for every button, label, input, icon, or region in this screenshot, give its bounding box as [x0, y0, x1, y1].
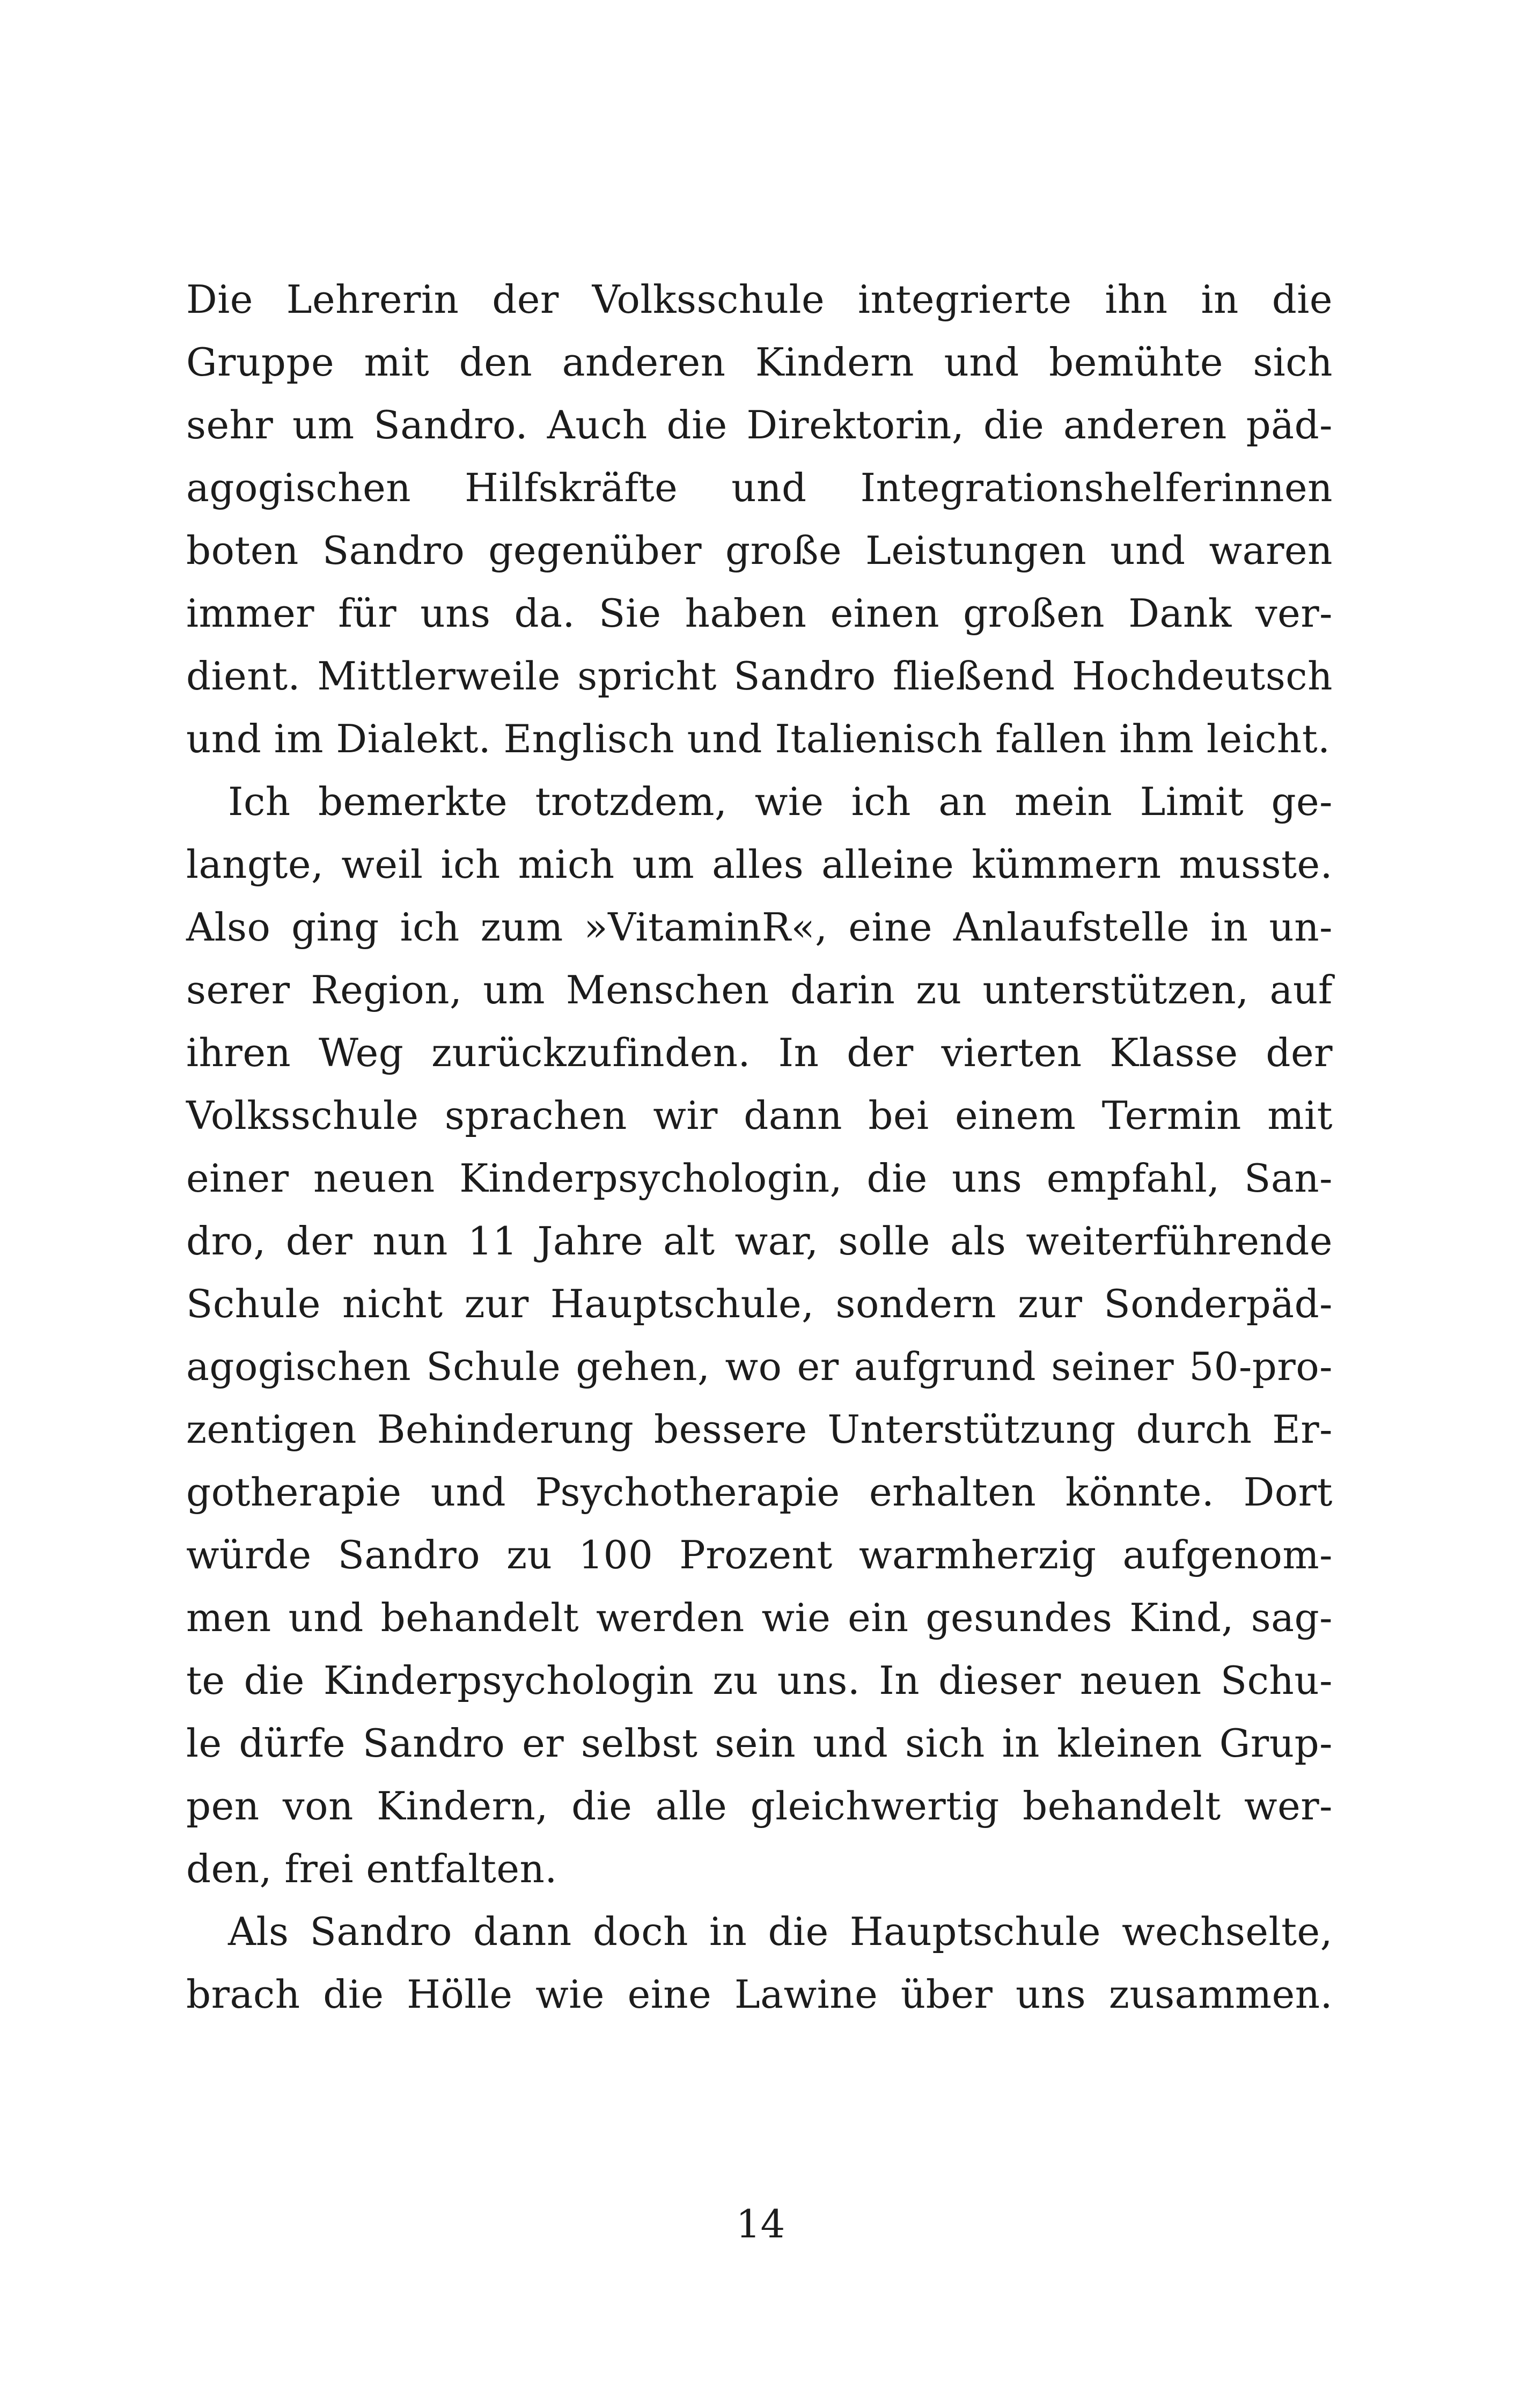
- page-number: 14: [736, 2201, 785, 2247]
- text-line: agogischen Hilfskräfte und Integrationshelferinnen: [186, 465, 1333, 510]
- text-line: langte, weil ich mich um alles alleine kümmern musste.: [186, 842, 1333, 887]
- text-line: pen von Kindern, die alle gleichwertig behandelt wer-: [186, 1783, 1333, 1829]
- text-line: boten Sandro gegenüber große Leistungen und waren: [186, 528, 1333, 573]
- text-line: sehr um Sandro. Auch die Direktorin, die anderen päd-: [186, 402, 1333, 447]
- text-line: Als Sandro dann doch in die Hauptschule wechselte,: [228, 1909, 1333, 1954]
- text-line: den, frei entfalten.: [186, 1846, 557, 1891]
- text-line: gotherapie und Psychotherapie erhalten könnte. Dort: [186, 1470, 1333, 1515]
- text-line: le dürfe Sandro er selbst sein und sich in kleinen Grup-: [186, 1721, 1333, 1766]
- text-line: Volksschule sprachen wir dann bei einem Termin mit: [186, 1093, 1333, 1138]
- body-text: [186, 268, 1333, 2026]
- text-line: te die Kinderpsychologin zu uns. In dieser neuen Schu-: [186, 1658, 1333, 1703]
- text-line: zentigen Behinderung bessere Unterstützung durch Er-: [186, 1407, 1333, 1452]
- text-line: men und behandelt werden wie ein gesundes Kind, sag-: [186, 1595, 1333, 1640]
- text-line: Die Lehrerin der Volksschule integrierte ihn in die: [186, 277, 1333, 322]
- text-line: agogischen Schule gehen, wo er aufgrund seiner 50-pro-: [186, 1344, 1333, 1389]
- text-line: immer für uns da. Sie haben einen großen Dank ver-: [186, 591, 1333, 636]
- text-line: Ich bemerkte trotzdem, wie ich an mein Limit ge-: [228, 779, 1333, 824]
- text-line: Also ging ich zum »VitaminR«, eine Anlaufstelle in un-: [186, 905, 1333, 950]
- text-line: würde Sandro zu 100 Prozent warmherzig aufgenom-: [186, 1532, 1333, 1577]
- text-line: und im Dialekt. Englisch und Italienisch fallen ihm leicht.: [186, 716, 1331, 761]
- text-line: Gruppe mit den anderen Kindern und bemühte sich: [186, 340, 1333, 385]
- text-line: einer neuen Kinderpsychologin, die uns empfahl, San-: [186, 1156, 1333, 1201]
- text-line: Schule nicht zur Hauptschule, sondern zur Sonderpäd-: [186, 1281, 1333, 1326]
- text-line: brach die Hölle wie eine Lawine über uns zusammen.: [186, 1972, 1333, 2017]
- text-line: dient. Mittlerweile spricht Sandro fließend Hochdeutsch: [186, 654, 1333, 699]
- text-line: dro, der nun 11 Jahre alt war, solle als weiterführende: [186, 1218, 1333, 1264]
- text-line: serer Region, um Menschen darin zu unterstützen, auf: [186, 967, 1333, 1012]
- text-line: ihren Weg zurückzufinden. In der vierten Klasse der: [186, 1030, 1333, 1075]
